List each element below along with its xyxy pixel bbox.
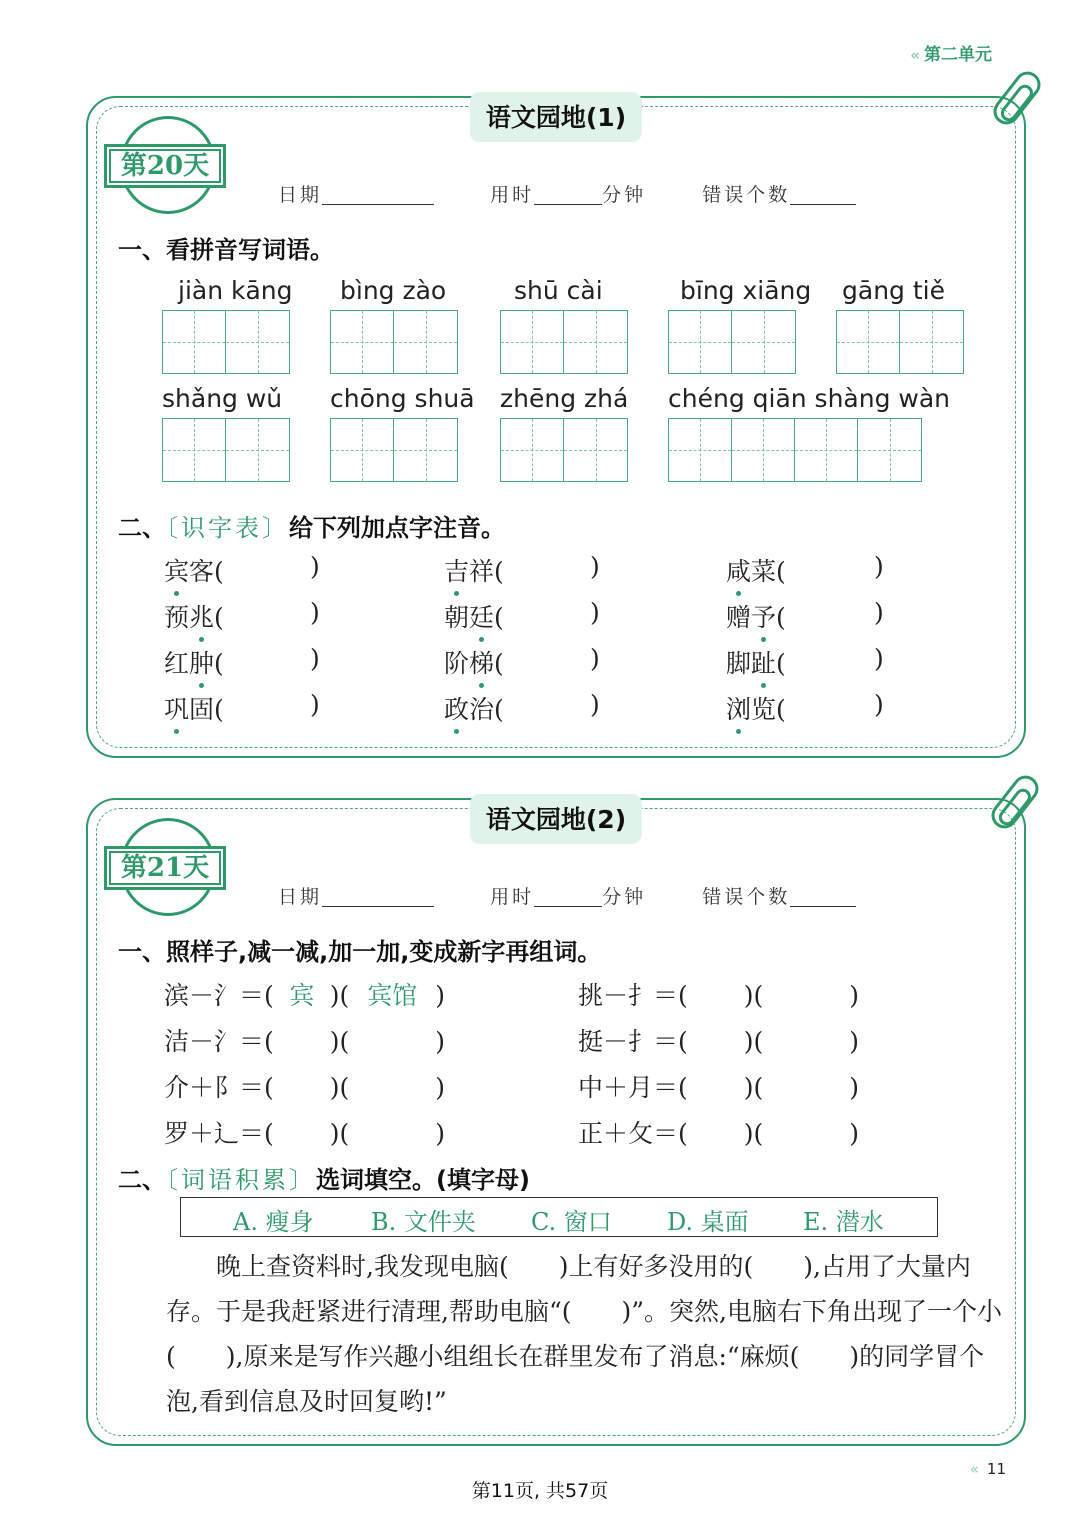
question-title: 一、看拼音写词语。 xyxy=(118,236,334,264)
writing-grid[interactable] xyxy=(330,310,458,374)
pinyin-label: chéng qiān shàng wàn xyxy=(668,384,951,413)
answer-blank[interactable]: ) xyxy=(874,552,884,581)
passage-text: 晚上查资料时,我发现电脑( )上有好多没用的( ),占用了大量内存。于是我赶紧进行清理,帮助电脑“( )”。突然,电脑右下角出现了一个小( ),原来是写作兴趣小组组长在群里发布了消息:“麻烦( )的同学冒个泡,看到信息及时回复哟!” xyxy=(166,1252,1002,1416)
answer-blank[interactable]: ) xyxy=(310,598,320,627)
option-a[interactable]: A. 瘦身 xyxy=(233,1208,314,1236)
badge-label: 第20天 xyxy=(104,144,226,188)
pinyin-label: shū cài xyxy=(514,276,603,305)
char-equation: 洁－氵＝( )( ) xyxy=(164,1027,446,1056)
meta-row xyxy=(278,882,856,909)
date-field[interactable] xyxy=(322,887,434,907)
time-label: 用时 xyxy=(490,886,535,908)
question-title: 二、〔识字表〕给下列加点字注音。 xyxy=(118,514,505,542)
paperclip-icon xyxy=(986,770,1043,833)
option-e[interactable]: E. 潜水 xyxy=(803,1208,884,1236)
char-equation: 罗＋辶＝( )( ) xyxy=(164,1119,446,1148)
writing-grid[interactable] xyxy=(836,310,964,374)
writing-grid[interactable] xyxy=(500,310,628,374)
unit-tag xyxy=(910,40,992,65)
pinyin-label: bīng xiāng xyxy=(680,276,812,305)
writing-grid[interactable] xyxy=(668,310,796,374)
section-title: 语文园地(2) xyxy=(470,794,642,844)
date-label: 日期 xyxy=(278,184,323,206)
word-item: 预兆( xyxy=(164,598,224,634)
writing-grid[interactable] xyxy=(500,418,628,482)
word-item: 宾客( xyxy=(164,552,224,588)
word-item: 脚趾( xyxy=(726,644,786,680)
page-footer: 第11页, 共57页 xyxy=(471,1480,609,1502)
date-label: 日期 xyxy=(278,886,323,908)
word-item: 吉祥( xyxy=(444,552,504,588)
errors-label: 错误个数 xyxy=(702,184,791,206)
options-box xyxy=(180,1197,938,1237)
time-field[interactable] xyxy=(534,887,602,907)
errors-field[interactable] xyxy=(790,887,856,907)
word-item: 咸菜( xyxy=(726,552,786,588)
chevron-icon: « xyxy=(910,46,920,64)
date-field[interactable] xyxy=(322,185,434,205)
day20-card xyxy=(86,96,1026,758)
pinyin-label: chōng shuā xyxy=(330,384,475,413)
writing-grid[interactable] xyxy=(330,418,458,482)
pinyin-label: shǎng wǔ xyxy=(162,384,283,413)
pinyin-label: gāng tiě xyxy=(842,276,945,305)
answer-char[interactable]: 宾 xyxy=(289,981,315,1010)
word-item: 朝廷( xyxy=(444,598,504,634)
answer-blank[interactable]: ) xyxy=(310,552,320,581)
fill-in-passage xyxy=(166,1244,1006,1424)
word-item: 阶梯( xyxy=(444,644,504,680)
minutes-label: 分钟 xyxy=(602,184,647,206)
minutes-label: 分钟 xyxy=(602,886,647,908)
answer-blank[interactable]: ) xyxy=(590,644,600,673)
word-item: 赠予( xyxy=(726,598,786,634)
answer-blank[interactable]: ) xyxy=(310,644,320,673)
writing-grid[interactable] xyxy=(162,418,290,482)
chevron-icon: « xyxy=(969,1460,979,1478)
day-badge xyxy=(104,116,228,218)
section-tag: 〔词语积累〕 xyxy=(166,1166,316,1194)
answer-blank[interactable]: ) xyxy=(874,598,884,627)
time-field[interactable] xyxy=(534,185,602,205)
word-item: 政治( xyxy=(444,690,504,726)
meta-row xyxy=(278,180,856,207)
word-item: 巩固( xyxy=(164,690,224,726)
option-d[interactable]: D. 桌面 xyxy=(667,1208,749,1236)
paperclip-icon xyxy=(988,66,1045,129)
section-title: 语文园地(1) xyxy=(470,92,642,142)
question-title: 二、〔词语积累〕选词填空。(填字母) xyxy=(118,1166,530,1194)
char-equation: 中＋月＝( )( ) xyxy=(578,1073,860,1102)
option-c[interactable]: C. 窗口 xyxy=(531,1208,612,1236)
answer-blank[interactable]: ) xyxy=(874,690,884,719)
writing-grid[interactable] xyxy=(668,418,922,482)
pinyin-label: bìng zào xyxy=(340,276,447,305)
errors-field[interactable] xyxy=(790,185,856,205)
page-number: « 11 xyxy=(969,1460,1006,1478)
day21-card xyxy=(86,798,1026,1446)
question-title: 一、照样子,减一减,加一加,变成新字再组词。 xyxy=(118,938,602,966)
errors-label: 错误个数 xyxy=(702,886,791,908)
badge-label: 第21天 xyxy=(104,846,226,890)
time-label: 用时 xyxy=(490,184,535,206)
writing-grid[interactable] xyxy=(162,310,290,374)
char-equation: 挺－扌＝( )( ) xyxy=(578,1027,860,1056)
option-b[interactable]: B. 文件夹 xyxy=(371,1208,476,1236)
char-equation: 挑－扌＝( )( ) xyxy=(578,981,860,1010)
pinyin-label: zhēng zhá xyxy=(500,384,629,413)
answer-blank[interactable]: ) xyxy=(590,690,600,719)
answer-blank[interactable]: ) xyxy=(590,598,600,627)
unit-label: 第二单元 xyxy=(924,45,992,65)
char-equation: 正＋攵＝( )( ) xyxy=(578,1119,860,1148)
day-badge xyxy=(104,818,228,920)
char-equation: 介＋阝＝( )( ) xyxy=(164,1073,446,1102)
answer-blank[interactable]: ) xyxy=(590,552,600,581)
pinyin-label: jiàn kāng xyxy=(178,276,293,305)
answer-word[interactable]: 宾馆 xyxy=(367,981,418,1010)
word-item: 红肿( xyxy=(164,644,224,680)
answer-blank[interactable]: ) xyxy=(310,690,320,719)
answer-blank[interactable]: ) xyxy=(874,644,884,673)
char-equation: 滨－氵＝( 宾 )( 宾馆 ) xyxy=(164,976,445,1012)
section-tag: 〔识字表〕 xyxy=(166,514,289,542)
word-item: 浏览( xyxy=(726,690,786,726)
